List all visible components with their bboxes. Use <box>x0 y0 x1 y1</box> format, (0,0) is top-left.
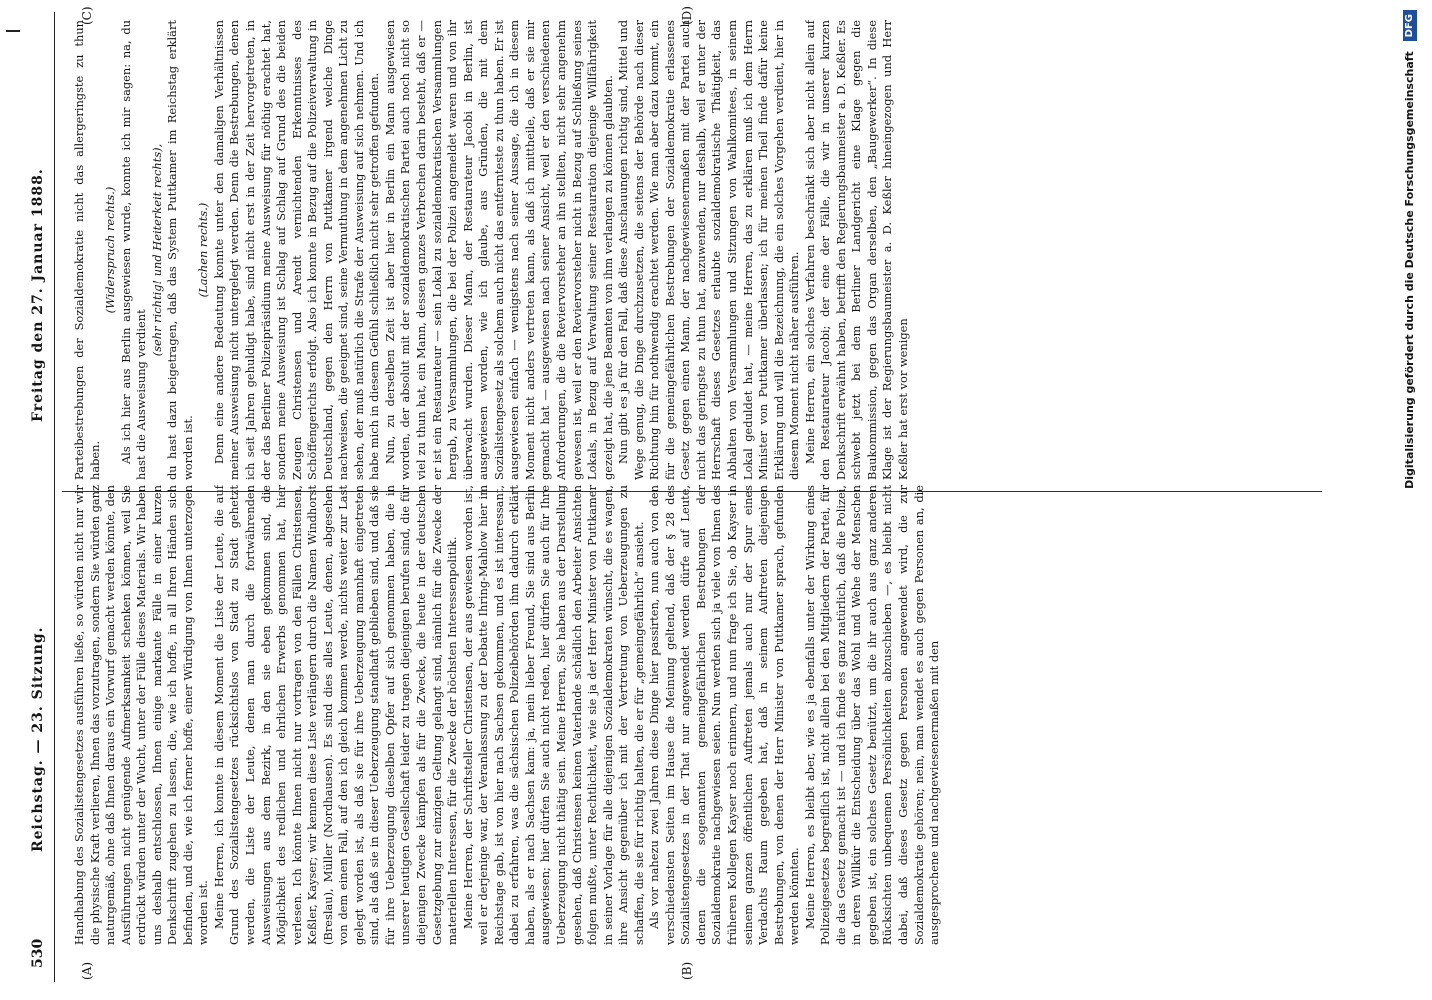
interjection: (sehr richtig! und Heiterkeit rechts), <box>149 143 164 357</box>
page-number: 530 <box>30 938 46 968</box>
column-divider <box>62 491 1322 492</box>
interjection: (Lachen rechts.) <box>196 202 211 298</box>
paragraph: Als ich hier aus Berlin ausgewiesen wurde, konnte ich mir sagen: na, du hast die Ausweisung verdient <box>118 20 149 480</box>
paragraph: Nun, zu derselben Zeit ist aber hier in Berlin ein Mann ausgewiesen worden, der absolut mit der sozialdemokratischen Partei auch noch nicht so viel zu thun hat, ein Mann, dessen ganzes Verbrechen darin besteht, daß er — er ist ein Restaurateur — sein Lokal zu sozialdemokratischen Versammlungen hergab, zu Versammlungen, die bei der Polizei angemeldet waren und von ihr überwacht wurden. Dieser Mann, der Restaurateur Jacobi in Berlin, ist ausgewiesen worden, wie ich glaube, aus Gründen, die mit dem Sozialistengesetz als solchem auch nicht das entfernteste zu thun haben. Er ist ausgewiesen einfach — wenigstens nach seiner Aussage, die ich in diesem Moment nicht anders vertreten kann, als daß ich mittheile, daß er sie mir gemacht hat — ausgewiesen nach seiner Ansicht, weil er den verschiedenen Anforderungen, die die Reviervorsteher an ihn stellten, nicht sehr angenehm gewesen ist, weil er den Reviervorsteher nicht in Bezug auf Schließung seines Lokals, in Bezug auf Verwaltung seiner Restauration diejenige Willfährigkeit gezeigt hat, die jene Beamten von ihm verlangen zu können glaubten. <box>382 20 615 480</box>
paragraph: du hast dazu beigetragen, daß das System Puttkamer im Reichstag erklärt worden ist. <box>165 20 195 480</box>
digitization-note: Digitalisierung gefördert durch die Deutsche Forschungsgemeinschaft <box>1403 51 1416 489</box>
footer-line <box>1395 10 1425 990</box>
paragraph: Parteibestrebungen der Sozialdemokratie nicht das allergeringste zu thun haben. <box>72 20 102 480</box>
left-column <box>72 485 1312 945</box>
page-tick-mark <box>6 30 20 32</box>
paragraph: Nun gibt es ja für den Fall, daß diese Anschauungen richtig sind, Mittel und Wege genug, die Dinge durchzusetzen, die seitens der Behörde nach dieser Richtung hin für nothwendig erachtet werden. Wie man aber dazu kommt, ein für die gemeingefährlichen Bestrebungen der Sozialdemokratie erlassenes Gesetz gegen einen Mann, der nachgewiesenermaßen mit der Partei auch nicht das geringste zu thun hat, anzuwenden, nur deshalb, weil er unter der Herrschaft dieses Gesetzes erlaubte sozialdemokratische Thätigkeit, das Abhalten von Versammlungen und Sitzungen von Wahlkomitees, in seinem Lokal geduldet hat, — meine Herren, das zu erklären muß ich dem Herrn Minister von Puttkamer überlassen; ich für meinen Theil finde dafür keine Erklärung und will die Bezeichnung, die ein solches Vorgehen verdient, hier in diesem Moment nicht näher ausführen. <box>616 20 802 480</box>
margin-marker-c: (C) <box>80 6 94 25</box>
session-title: Reichstag. — 23. Sitzung. <box>30 626 46 852</box>
paragraph: Meine Herren, der Schriftsteller Christensen, der aus gewiesen worden ist, weil er derjenige war, der Veranlassung zu der Debatte Ihring-Mahlow hier im Reichstage gab, ist von hier nach Sachsen gekommen, und es ist interessant, dabei zu erfahren, was die sächsischen Polizeibehörden ihm dadurch erklärt haben, als er nach Sachsen kam: ja, mein lieber Freund, Sie sind aus Berlin ausgewiesen; hier dürfen Sie auch nicht reden, hier dürfen Sie auch für Ihre Ueberzeugung nicht thätig sein. Meine Herren, Sie haben aus der Darstellung gesehen, daß Christensen keinen Vaterlande schädlich den Arbeiter Ansichten folgen mußte, unter Rechtlichkeit, wie sie ja der Herr Minister von Puttkamer in seiner Vorlage für alle diejenigen Sozialdemokraten wünscht, die es wagen, ihre Ansicht gegenüber ich mit der Vertretung von Ueberzeugungen zu schaffen, die sie für richtig halten, die er für „gemeingefährlich“ ansieht. <box>460 485 646 945</box>
margin-marker-b: (B) <box>680 961 694 980</box>
paragraph: Als vor nahezu zwei Jahren diese Dinge hier passirten, nun auch von den verschiedensten Seiten im Hause die Meinung geltend, daß der § 28 des Sozialistengesetzes in der That nur angewendet werden dürfe auf Leute, denen die sogenannten gemeingefährlichen Bestrebungen der Sozialdemokratie nachgewiesen seien. Nun werden sich ja viele von Ihnen des früheren Kollegen Kayser noch erinnern, und nun frage ich Sie, ob Kayser in seinem ganzen öffentlichen Auftreten jemals auch nur der Spur eines Verdachts Raum gegeben hat, daß in seinem Auftreten diejenigen Bestrebungen, von denen der Herr Minister von Puttkamer sprach, gefunden werden könnten. <box>647 485 802 945</box>
dfg-logo: DFG <box>1403 10 1417 41</box>
margin-marker-d: (D) <box>680 6 694 25</box>
right-column <box>72 20 1312 480</box>
paragraph: Meine Herren, ich konnte in diesem Moment die Liste der Leute, die auf Grund des Sozialistengesetzes rücksichtslos von Stadt zu Stadt gehetzt werden, die Liste der Leute, denen man durch die fortwährenden Ausweisungen aus dem Bezirk, in den sie eben gekommen sind, die Möglichkeit des redlichen und ehrlichen Erwerbs genommen hat, hier verlesen. Ich könnte Ihnen nicht nur vortragen von den Fällen Christensen, Keßler, Kayser; wir kennen diese Liste verlängern durch die Namen Windhorst (Breslau), Müller (Nordhausen). Es sind dies alles Leute, denen, abgesehen von dem einen Fall, auf den ich gleich kommen werde, nichts weiter zur Last gelegt worden ist, als daß sie für ihre Ueberzeugung mannhaft eingetreten sind, als daß sie in dieser Ueberzeugung standhaft geblieben sind, und daß sie für ihre Ueberzeugung dieselben Opfer auf sich genommen haben, die in unserer heutigen Gesellschaft leider zu tragen diejenigen berufen sind, die für diejenigen Zwecke kämpfen als für die Zwecke, die heute in der deutschen Gesetzgebung zur einzigen Geltung gelangt sind, nämlich für die Zwecke der materiellen Interessen, für die Zwecke der höchsten Interessenpolitik. <box>211 485 460 945</box>
paragraph: Meine Herren, ein solches Verfahren beschränkt sich aber nicht allein auf den Restaurateur Jacobi; der eine der Fälle, die wir in unserer kurzen Denkschrift erwähnt haben, betrifft den Regierungsbaumeister a. D. Keßler. Es schwebt jetzt bei dem Berliner Landgericht eine Klage gegen die Baukommission, gegen das Organ derselben, den „Baugewerker“. In diese Klage ist der Regierungsbaumeister a. D. Keßler hineingezogen und Herr Keßler hat erst vor wenigen <box>802 20 910 480</box>
date-title: Freitag den 27. Januar 1888. <box>30 168 46 422</box>
digitization-footer <box>1395 10 1425 990</box>
interjection: (Widerspruch rechts.) <box>103 186 118 314</box>
paragraph: Handhabung des Sozialistengesetzes ausführen ließe, so würden nicht nur wir die physische Kraft verlieren, Ihnen das vorzutragen, sondern Sie würden ganz naturgemäß, ohne daß Ihnen daraus ein Vorwurf gemacht werden könnte, den Ausführungen nicht genügende Aufmerksamkeit schenken können, weil Sie erdrückt würden unter der Wucht, unter der Fülle dieses Materials. Wir haben uns deshalb entschlossen, Ihnen einige markante Fälle in einer kurzen Denkschrift zugehen zu lassen, die, wie ich hoffe, in all Ihren Händen sich befinden, und die, wie ich ferner hoffe, einer Würdigung von Ihnen unterzogen worden ist. <box>72 485 211 945</box>
paragraph: Denn eine andere Bedeutung konnte unter den damaligen Verhältnissen meiner Ausweisung nicht untergelegt werden. Denn die Bestrebungen, denen ich seit Jahren gehuldigt habe, sind nicht erst in der Zeit hervorgetreten, in der das Berliner Polizeipräsidium meine Ausweisung für nöthig erachtet hat, sondern meine Ausweisung ist Schlag auf Schlag auf Grund des die beiden Zeugen Christensen und Arendt vernichtenden Erkenntnisses des Schöffengerichts erfolgt. Also ich konnte in Bezug auf die Polizeiverwaltung in Deutschland, gegen den Herrn von Puttkamer irgend welche Dinge nachweisen, die geeignet sind, seine Vermuthung in dem angenehmen Licht zu sehen, der muß natürlich die Strafe der Ausweisung auf sich nehmen. Und ich habe mich in diesem Gefühl schließlich nicht sehr getroffen gefunden. <box>211 20 382 480</box>
paragraph: Meine Herren, es bleibt aber, wie es ja ebenfalls unter der Wirkung eines Polizeigesetzes begreiflich ist, nicht allein bei den Mitgliedern der Partei, für die das Gesetz gemacht ist — und ich finde es ganz natürlich, daß die Polizei, in deren Willkür die Entscheidung über das Wohl und Wehe der Menschen gegeben ist, ein solches Gesetz benützt, um die ihr auch aus ganz anderen Rücksichten unbequemen Persönlichkeiten abzuschieben —, es bleibt nicht dabei, daß dieses Gesetz gegen Personen angewendet wird, die zur Sozialdemokratie gehören; nein, man wendet es auch gegen Personen an, die ausgesprochene und nachgewiesenermaßen mit den <box>802 485 942 945</box>
page-header <box>30 12 56 982</box>
margin-marker-a: (A) <box>80 961 94 980</box>
header-rule <box>54 12 55 982</box>
